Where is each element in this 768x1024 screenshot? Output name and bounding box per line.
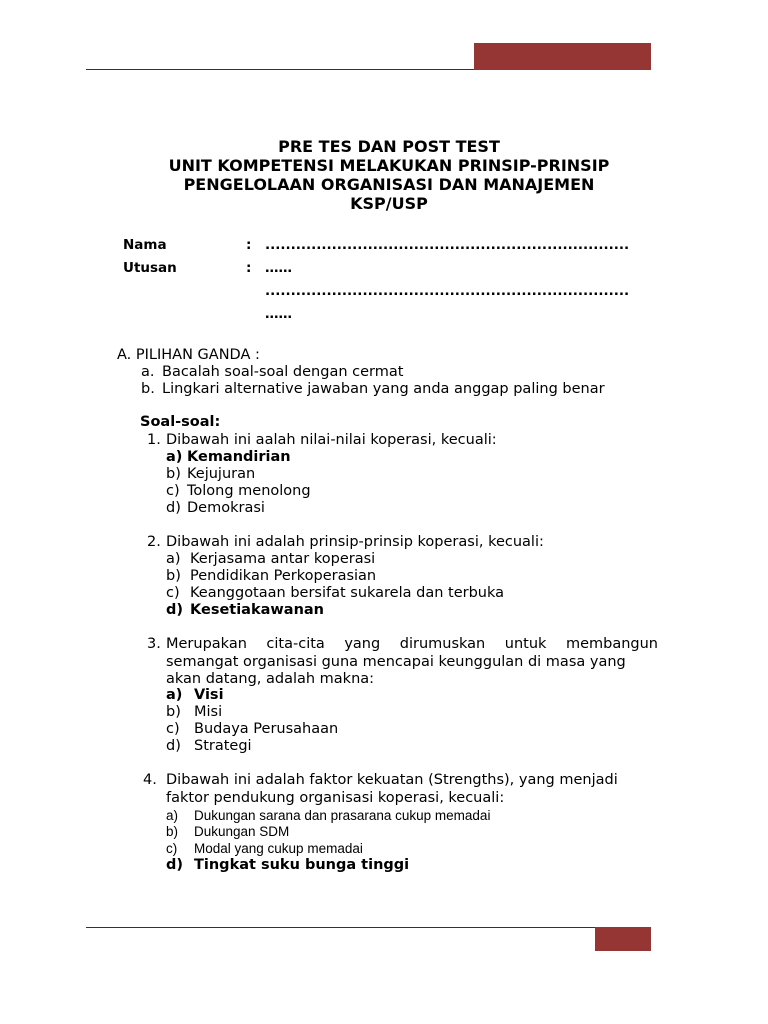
- q2-option-d-text: Kesetiakawanan: [190, 602, 325, 618]
- q2-option-c-text: Keanggotaan bersifat sukarela dan terbuka: [190, 585, 505, 601]
- q1-option-a-text: Kemandirian: [187, 449, 291, 465]
- q1-option-b-num: b): [166, 466, 181, 482]
- question-2-number: 2.: [147, 534, 161, 550]
- title-line-4: KSP/USP: [350, 194, 428, 213]
- q4-option-a-text: Dukungan sarana dan prasarana cukup memadai: [194, 808, 491, 823]
- q2-option-a-num: a): [166, 551, 181, 567]
- title-line-2: UNIT KOMPETENSI MELAKUKAN PRINSIP-PRINSIP: [168, 156, 610, 175]
- question-3-line-3: akan datang, adalah makna:: [166, 671, 375, 687]
- q3-word: Merupakan: [166, 636, 247, 652]
- utusan-fill-2: .......................................................................: [265, 283, 630, 299]
- q3-option-c-text: Budaya Perusahaan: [194, 721, 339, 737]
- q1-option-d-text: Demokrasi: [187, 500, 265, 516]
- q3-option-a-num: a): [166, 687, 183, 703]
- header-rule: [86, 69, 474, 70]
- footer-rule: [86, 927, 595, 928]
- title-line-3: PENGELOLAAN ORGANISASI DAN MANAJEMEN: [183, 175, 595, 194]
- instruction-a-text: Bacalah soal-soal dengan cermat: [162, 364, 404, 380]
- utusan-fill-3: ……: [265, 306, 292, 322]
- q3-option-d-text: Strategi: [194, 738, 252, 754]
- q3-word: membangun: [565, 636, 658, 652]
- name-fill-line: .......................................................................: [265, 237, 630, 253]
- question-4-line-2: faktor pendukung organisasi koperasi, kecuali:: [166, 790, 505, 806]
- document-title: [0, 137, 768, 213]
- header-accent-block: [474, 43, 651, 70]
- title-line-1: PRE TES DAN POST TEST: [278, 137, 500, 156]
- question-3-line-1: [166, 636, 658, 653]
- name-colon: :: [246, 237, 252, 253]
- q3-word: untuk: [504, 636, 547, 652]
- q3-word: yang: [344, 636, 381, 652]
- instruction-a-num: a.: [141, 364, 155, 380]
- section-a-heading: A. PILIHAN GANDA :: [117, 347, 260, 363]
- q1-option-b-text: Kejujuran: [187, 466, 256, 482]
- q3-option-c-num: c): [166, 721, 180, 737]
- soal-heading: Soal-soal:: [140, 414, 221, 430]
- utusan-colon: :: [246, 260, 252, 276]
- question-1-number: 1.: [147, 432, 161, 448]
- q2-option-c-num: c): [166, 585, 180, 601]
- q3-word: dirumuskan: [399, 636, 486, 652]
- q1-option-d-num: d): [166, 500, 181, 516]
- question-4-line-1: Dibawah ini adalah faktor kekuatan (Strengths), yang menjadi: [166, 772, 618, 788]
- footer-accent-block: [595, 927, 651, 951]
- q3-option-d-num: d): [166, 738, 181, 754]
- q2-option-a-text: Kerjasama antar koperasi: [190, 551, 376, 567]
- q4-option-d-text: Tingkat suku bunga tinggi: [194, 857, 410, 873]
- q3-option-b-text: Misi: [194, 704, 223, 720]
- q4-option-a-num: a): [166, 808, 179, 823]
- q4-option-b-num: b): [166, 824, 179, 839]
- q1-option-c-text: Tolong menolong: [187, 483, 311, 499]
- q3-word: cita-cita: [266, 636, 325, 652]
- q4-option-d-num: d): [166, 857, 184, 873]
- q2-option-d-num: d): [166, 602, 184, 618]
- utusan-fill-1: ……: [265, 260, 292, 276]
- q4-option-b-text: Dukungan SDM: [194, 824, 290, 839]
- q4-option-c-text: Modal yang cukup memadai: [194, 841, 363, 856]
- question-1-text: Dibawah ini aalah nilai-nilai koperasi, kecuali:: [166, 432, 497, 448]
- instruction-b-text: Lingkari alternative jawaban yang anda anggap paling benar: [162, 381, 605, 397]
- q1-option-c-num: c): [166, 483, 180, 499]
- question-4-number: 4.: [143, 772, 157, 788]
- utusan-label: Utusan: [123, 260, 177, 276]
- q2-option-b-text: Pendidikan Perkoperasian: [190, 568, 377, 584]
- q1-option-a-num: a): [166, 449, 183, 465]
- q3-option-b-num: b): [166, 704, 181, 720]
- q2-option-b-num: b): [166, 568, 181, 584]
- name-label: Nama: [123, 237, 167, 253]
- question-3-line-2: semangat organisasi guna mencapai keunggulan di masa yang: [166, 654, 626, 670]
- instruction-b-num: b.: [141, 381, 155, 397]
- question-3-number: 3.: [147, 636, 161, 652]
- q4-option-c-num: c): [166, 841, 178, 856]
- question-2-text: Dibawah ini adalah prinsip-prinsip koperasi, kecuali:: [166, 534, 544, 550]
- q3-option-a-text: Visi: [194, 687, 224, 703]
